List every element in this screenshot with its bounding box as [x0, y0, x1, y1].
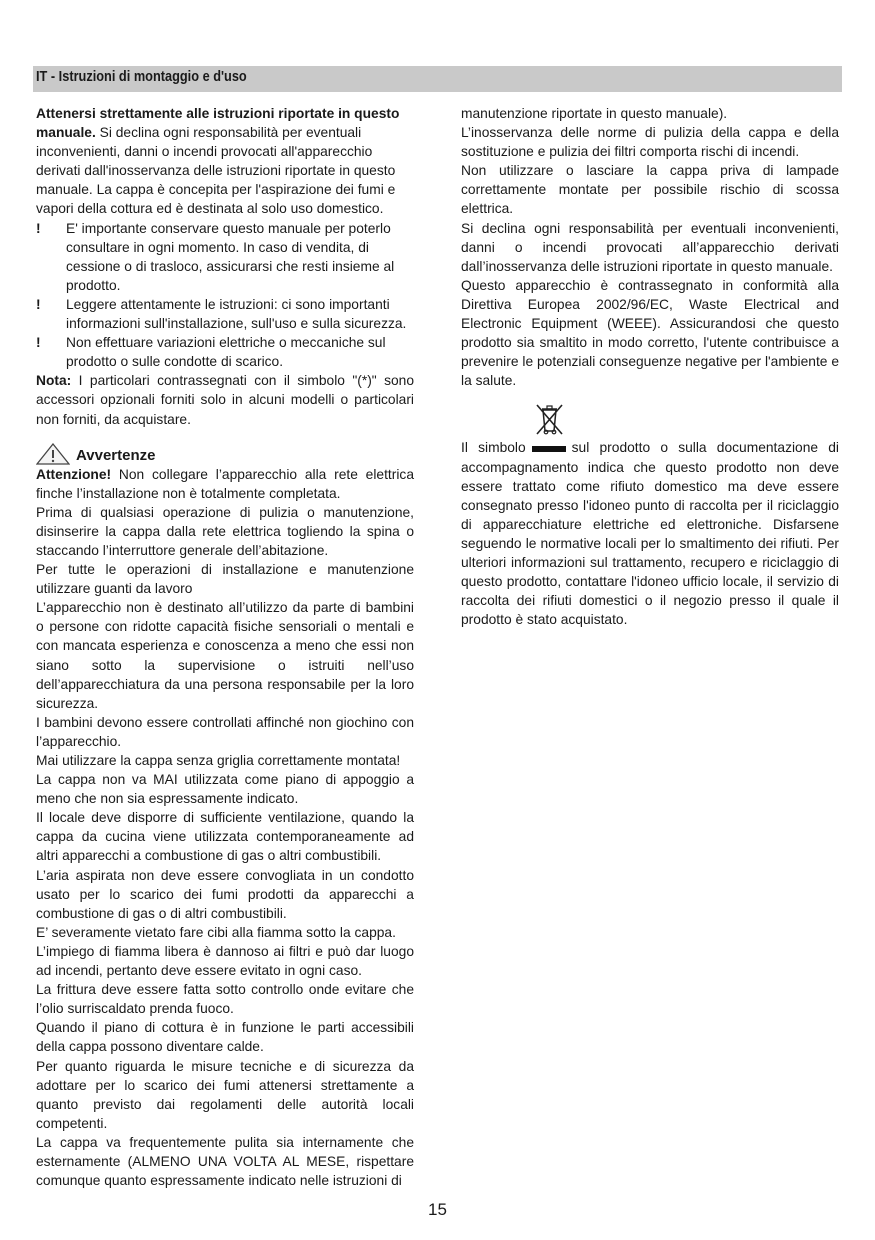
intro-paragraph [36, 104, 414, 219]
weee-text: sul prodotto o sulla documentazione di accompagnamento indica che questo prodotto non deve essere trattato come rifiuto domestico ma deve essere consegnato presso l'idoneo punto di raccolta per il riciclaggio di apparecchiature elettriche ed elettroniche. Disfarsene seguendo le normative locali per lo smaltimento dei rifiuti. Per ulteriori informazioni sul trattamento, recupero e riciclaggio di questo prodotto, contattare l'idoneo ufficio locale, il servizio di raccolta dei rifiuti domestici o il negozio presso il quale il prodotto è stato acquistato. [461, 440, 839, 628]
paragraph: L’impiego di fiamma libera è dannoso ai filtri e può dar luogo ad incendi, pertanto deve essere evitato in ogni caso. [36, 943, 414, 979]
bullet-mark: ! [36, 220, 41, 236]
paragraph: La cappa non va MAI utilizzata come piano di appoggio a meno che non sia espressamente indicato. [36, 772, 414, 807]
crossed-bin-icon [531, 400, 567, 436]
attenzione-paragraph [36, 465, 414, 503]
warning-heading [36, 443, 414, 465]
intro-text: Si declina ogni responsabilità per eventuali inconvenienti, danni o incendi provocati all'apparecchio derivati dall'inosservanza delle istruzioni riportate in questo manuale. La cappa è concepita per l'aspirazione dei fumi e vapori della cottura ed è destinata al solo uso domestico. [36, 125, 396, 217]
paragraph: E’ severamente vietato fare cibi alla fiamma sotto la cappa. [36, 924, 396, 940]
paragraph: Non utilizzare o lasciare la cappa priva di lampade correttamente montate per possibile rischio di scossa elettrica. [461, 163, 839, 217]
paragraph: Per quanto riguarda le misure tecniche e di sicurezza da adottare per lo scarico dei fumi attenersi strettamente a quanto previsto dai regolamenti delle autorità locali competenti. [36, 1058, 414, 1131]
left-column [36, 104, 414, 1190]
warning-icon [36, 443, 70, 465]
bullet-mark: ! [36, 296, 41, 312]
paragraph: manutenzione riportate in questo manuale). [461, 106, 728, 121]
paragraph: L’inosservanza delle norme di pulizia della cappa e della sostituzione e pulizia dei filtri comporta rischi di incendi. [461, 125, 839, 160]
weee-section [461, 400, 839, 629]
weee-paragraph [461, 438, 839, 629]
bullet-mark: ! [36, 335, 41, 351]
paragraph: Si declina ogni responsabilità per eventuali inconvenienti, danni o incendi provocati all’apparecchio derivati dall’inosservanza delle istruzioni riportate in questo manuale. [461, 220, 839, 274]
bullet-text: Leggere attentamente le istruzioni: ci sono importanti informazioni sull'installazione, sull'uso e sulla sicurezza. [66, 296, 407, 332]
bullet-text: Non effettuare variazioni elettriche o meccaniche sul prodotto o sulle condotte di scarico. [66, 335, 386, 370]
nota-bold: Nota: [36, 373, 72, 389]
paragraph: L’apparecchio non è destinato all’utilizzo da parte di bambini o persone con ridotte capacità fisiche sensoriali o mentali e con mancata esperienza e conoscenza a meno che essi non siano sotto la supervisione o istruiti nell’uso dell’apparecchiatura da una persona responsabile per la loro sicurezza. [36, 600, 414, 711]
intro-bold: Attenersi strettamente alle istruzioni riportate in questo manuale. [36, 106, 400, 141]
paragraph: La frittura deve essere fatta sotto controllo onde evitare che l’olio surriscaldato prenda fuoco. [36, 982, 414, 1017]
paragraph: Il locale deve disporre di sufficiente ventilazione, quando la cappa da cucina viene utilizzata contemporaneamente ad altri apparecchi a combustione di gas o altri combustibili. [36, 810, 414, 864]
paragraph: Mai utilizzare la cappa senza griglia correttamente montata! [36, 753, 401, 768]
weee-prefix: Il simbolo [461, 440, 526, 456]
attenzione-text: Non collegare l’apparecchio alla rete elettrica finche l’installazione non è totalmente completata. [36, 466, 414, 501]
page-number: 15 [428, 1200, 447, 1219]
bullet-item [36, 333, 414, 371]
bullet-item [36, 295, 414, 333]
paragraph: Questo apparecchio è contrassegnato in conformità alla Direttiva Europea 2002/96/EC, Waste Electrical and Electronic Equipment (WEEE). Assicurandosi che questo prodotto sia smaltito in modo corretto, l'utente contribuisce a prevenire le potenziali conseguenze negative per l'ambiente e la salute. [461, 277, 839, 389]
paragraph: Per tutte le operazioni di installazione e manutenzione utilizzare guanti da lavoro [36, 562, 414, 597]
right-column [461, 104, 839, 629]
bullet-item [36, 219, 414, 295]
section-title: IT - Istruzioni di montaggio e d'uso [36, 69, 247, 85]
section-header-bar [33, 66, 842, 92]
paragraph: I bambini devono essere controllati affinché non giochino con l’apparecchio. [36, 714, 414, 749]
paragraph: L’aria aspirata non deve essere convogliata in un condotto usato per lo scarico dei fumi prodotti da apparecchi a combustione di gas o di altri combustibili. [36, 867, 414, 921]
warning-title: Avvertenze [76, 446, 156, 464]
attenzione-bold: Attenzione! [36, 466, 112, 482]
weee-bar-icon [532, 446, 566, 452]
nota-text: I particolari contrassegnati con il simbolo "(*)" sono accessori opzionali forniti solo in alcuni modelli o particolari non forniti, da acquistare. [36, 373, 414, 427]
paragraph: La cappa va frequentemente pulita sia internamente che esternamente (ALMENO UNA VOLTA AL MESE, rispettare comunque quanto espressamente indicato nelle istruzioni di [36, 1134, 414, 1189]
bullet-text: E' importante conservare questo manuale per poterlo consultare in ogni momento. In caso di vendita, di cessione o di trasloco, assicurarsi che resti insieme al prodotto. [66, 220, 395, 293]
paragraph: Prima di qualsiasi operazione di pulizia o manutenzione, disinserire la cappa dalla rete elettrica togliendo la spina o staccando l’interruttore generale dell’abitazione. [36, 504, 414, 558]
nota-paragraph [36, 371, 414, 428]
weee-icon-row [461, 400, 839, 438]
paragraph: Quando il piano di cottura è in funzione le parti accessibili della cappa possono diventare calde. [36, 1020, 414, 1055]
